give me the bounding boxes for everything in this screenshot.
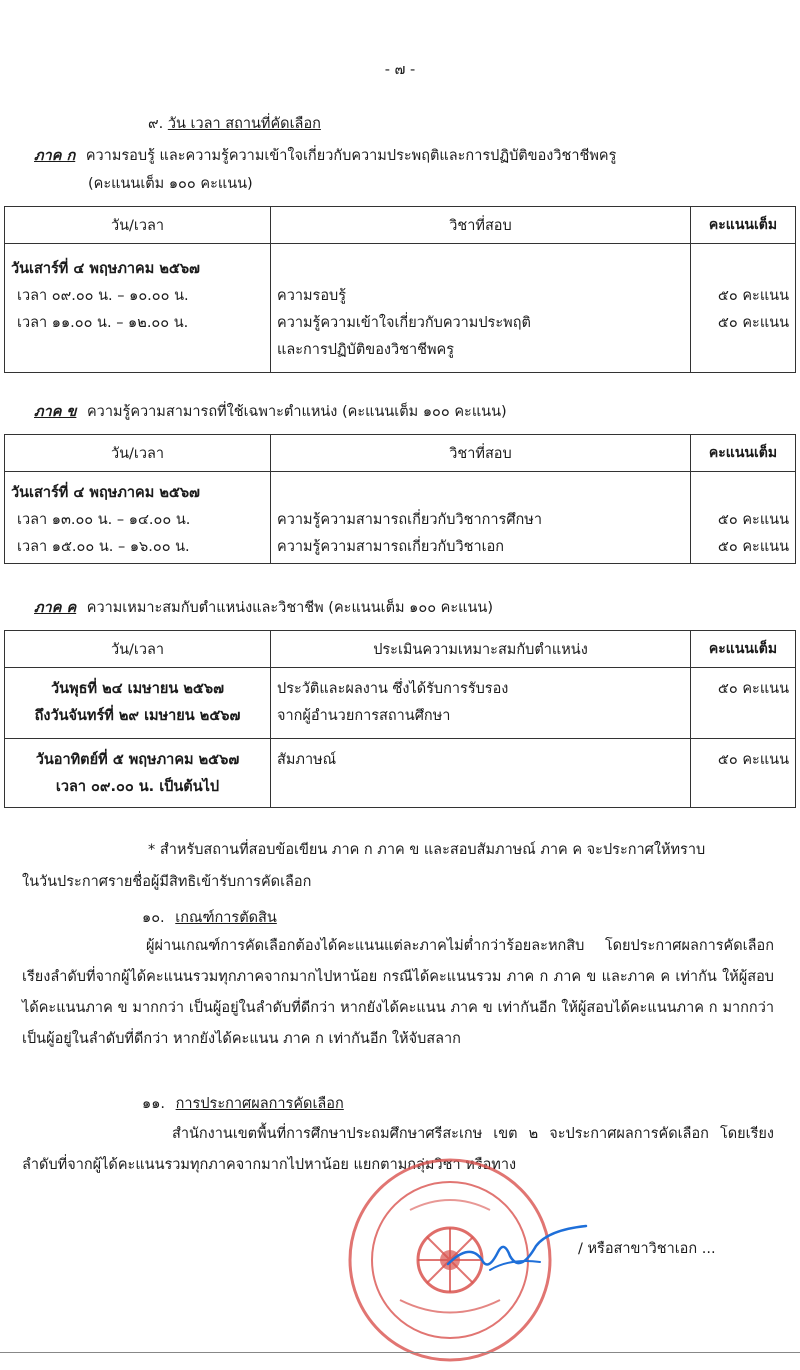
exam-subject: ความรอบรู้ xyxy=(277,288,347,304)
header-score: คะแนนเต็ม xyxy=(691,631,796,668)
header-score: คะแนนเต็ม xyxy=(691,207,796,244)
part-c-heading xyxy=(34,596,493,619)
exam-score: ๕๐ คะแนน xyxy=(717,539,789,555)
header-date: วัน/เวลา xyxy=(5,207,271,244)
exam-subject-cont: และการปฏิบัติของวิชาชีพครู xyxy=(277,342,455,358)
part-c-desc: ความเหมาะสมกับตำแหน่งและวิชาชีพ (คะแนนเต็ม ๑๐๐ คะแนน) xyxy=(86,600,493,616)
section9-heading xyxy=(148,112,321,135)
part-b-table xyxy=(4,434,796,564)
table-row xyxy=(5,244,796,373)
header-score: คะแนนเต็ม xyxy=(691,435,796,472)
note-line-2: ในวันประกาศรายชื่อผู้มีสิทธิเข้ารับการคัดเลือก xyxy=(22,874,312,890)
section10-body: ผู้ผ่านเกณฑ์การคัดเลือกต้องได้คะแนนแต่ละภาคไม่ต่ำกว่าร้อยละหกสิบ โดยประกาศผลการคัดเลือกเรียงลำดับที่จากผู้ได้คะแนนรวมทุกภาคจากมากไปหาน้อย กรณีได้คะแนนรวม ภาค ก ภาค ข และภาค ค เท่ากัน ให้ผู้สอบได้คะแนนภาค ข มากกว่า เป็นผู้อยู่ในลำดับที่ดีกว่า หากยังได้คะแนน ภาค ข เท่ากันอีก ให้ผู้สอบได้คะแนนภาค ก มากกว่า เป็นผู้อยู่ในลำดับที่ดีกว่า หากยังได้คะแนน ภาค ก เท่ากันอีก ให้จับสลาก xyxy=(22,938,774,1047)
part-a-score-note: (คะแนนเต็ม ๑๐๐ คะแนน) xyxy=(88,176,253,192)
section10-title: เกณฑ์การตัดสิน xyxy=(175,910,277,926)
exam-subject: ความรู้ความเข้าใจเกี่ยวกับความประพฤติ xyxy=(277,315,531,331)
exam-subject: ความรู้ความสามารถเกี่ยวกับวิชาการศึกษา xyxy=(277,512,543,528)
part-a-label: ภาค ก xyxy=(34,148,76,164)
exam-subject: ความรู้ความสามารถเกี่ยวกับวิชาเอก xyxy=(277,539,505,555)
assessment-score: ๕๐ คะแนน xyxy=(717,752,789,768)
exam-date: วันเสาร์ที่ ๔ พฤษภาคม ๒๕๖๗ xyxy=(11,261,200,277)
table-row xyxy=(5,668,796,739)
page-number: - ๗ - xyxy=(384,62,416,78)
assessment-date: ถึงวันจันทร์ที่ ๒๙ เมษายน ๒๕๖๗ xyxy=(34,708,241,724)
section9-title: วัน เวลา สถานที่คัดเลือก xyxy=(167,116,321,132)
assessment-date: วันพุธที่ ๒๔ เมษายน ๒๕๖๗ xyxy=(51,681,224,697)
exam-time: เวลา ๑๑.๐๐ น. – ๑๒.๐๐ น. xyxy=(17,315,189,331)
part-b-desc: ความรู้ความสามารถที่ใช้เฉพาะตำแหน่ง (คะแนนเต็ม ๑๐๐ คะแนน) xyxy=(86,404,507,420)
part-c-header-row xyxy=(5,631,796,668)
part-a-desc: ความรอบรู้ และความรู้ความเข้าใจเกี่ยวกับความประพฤติและการปฏิบัติของวิชาชีพครู xyxy=(85,148,617,164)
part-a-table xyxy=(4,206,796,373)
note-line-1: * สำหรับสถานที่สอบข้อเขียน ภาค ก ภาค ข และสอบสัมภาษณ์ ภาค ค จะประกาศให้ทราบ xyxy=(148,842,706,858)
section10-number: ๑๐. xyxy=(142,910,165,926)
header-assessment: ประเมินความเหมาะสมกับตำแหน่ง xyxy=(271,631,691,668)
table-row xyxy=(5,739,796,808)
part-b-heading xyxy=(34,400,507,423)
continuation-marker: / หรือสาขาวิชาเอก ... xyxy=(578,1241,716,1257)
table-row xyxy=(5,472,796,564)
exam-score: ๕๐ คะแนน xyxy=(717,315,789,331)
section9-number: ๙. xyxy=(148,116,164,132)
part-c-label: ภาค ค xyxy=(34,600,77,616)
part-c-table xyxy=(4,630,796,808)
page-bottom-rule xyxy=(0,1352,800,1353)
assessment-item: ประวัติและผลงาน ซึ่งได้รับการรับรอง xyxy=(277,681,509,697)
exam-score: ๕๐ คะแนน xyxy=(717,512,789,528)
header-date: วัน/เวลา xyxy=(5,435,271,472)
exam-time: เวลา ๑๕.๐๐ น. – ๑๖.๐๐ น. xyxy=(17,539,190,555)
assessment-score: ๕๐ คะแนน xyxy=(717,681,789,697)
header-subject: วิชาที่สอบ xyxy=(271,435,691,472)
section11-title: การประกาศผลการคัดเลือก xyxy=(175,1096,344,1112)
assessment-date: เวลา ๐๙.๐๐ น. เป็นต้นไป xyxy=(55,779,220,795)
assessment-item: สัมภาษณ์ xyxy=(277,752,337,768)
exam-score: ๕๐ คะแนน xyxy=(717,288,789,304)
assessment-item: จากผู้อำนวยการสถานศึกษา xyxy=(277,708,451,724)
header-date: วัน/เวลา xyxy=(5,631,271,668)
signature xyxy=(440,1212,590,1282)
exam-date: วันเสาร์ที่ ๔ พฤษภาคม ๒๕๖๗ xyxy=(11,485,200,501)
exam-time: เวลา ๑๓.๐๐ น. – ๑๔.๐๐ น. xyxy=(17,512,191,528)
part-b-label: ภาค ข xyxy=(34,404,77,420)
part-a-heading xyxy=(34,144,616,167)
section11-heading xyxy=(142,1092,344,1115)
exam-time: เวลา ๐๙.๐๐ น. – ๑๐.๐๐ น. xyxy=(17,288,189,304)
section10-heading xyxy=(142,906,277,929)
section11-number: ๑๑. xyxy=(142,1096,166,1112)
section11-body: สำนักงานเขตพื้นที่การศึกษาประถมศึกษาศรีสะเกษ เขต ๒ จะประกาศผลการคัดเลือก โดยเรียงลำดับที่จากผู้ได้คะแนนรวมทุกภาคจากมากไปหาน้อย แยกตามกลุ่มวิชา หรือทาง xyxy=(22,1126,774,1173)
assessment-date: วันอาทิตย์ที่ ๕ พฤษภาคม ๒๕๖๗ xyxy=(35,752,240,768)
header-subject: วิชาที่สอบ xyxy=(271,207,691,244)
part-b-header-row xyxy=(5,435,796,472)
part-a-header-row xyxy=(5,207,796,244)
